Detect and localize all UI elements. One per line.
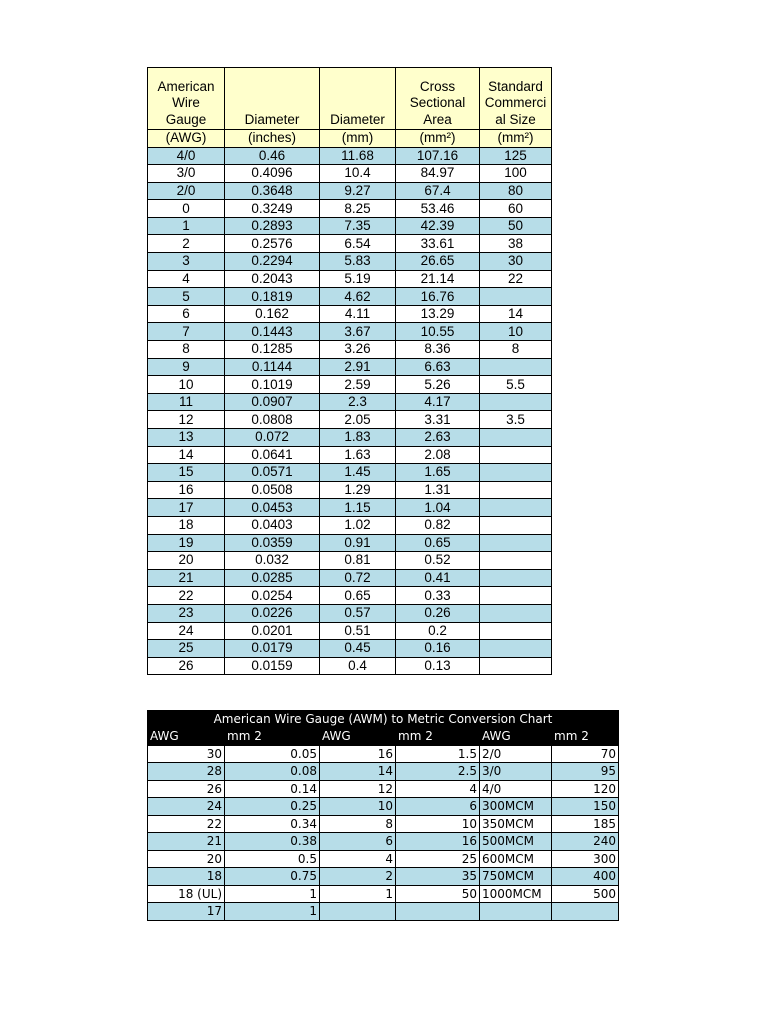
table-row: [148, 833, 619, 851]
table-row: [148, 253, 552, 271]
area-cell: 3.31: [396, 411, 480, 429]
metric-conversion-table: [147, 710, 619, 921]
metric-mm2-cell: 70: [552, 745, 619, 763]
awg-cell: 23: [148, 604, 225, 622]
unit-mm2-standard: (mm²): [480, 130, 552, 148]
unit-mm2-area: (mm²): [396, 130, 480, 148]
metric-awg-cell: 4: [320, 850, 396, 868]
metric-header: AWG: [148, 728, 225, 746]
metric-mm2-cell: 0.25: [225, 798, 320, 816]
area-cell: 0.13: [396, 657, 480, 675]
diameter-mm-cell: 3.67: [320, 323, 396, 341]
table-row: [148, 217, 552, 235]
standard-size-cell: 100: [480, 165, 552, 183]
diameter-inches-cell: 0.0571: [225, 464, 320, 482]
diameter-inches-cell: 0.032: [225, 552, 320, 570]
standard-size-cell: 80: [480, 182, 552, 200]
diameter-mm-cell: 0.65: [320, 587, 396, 605]
metric-awg-cell: 20: [148, 850, 225, 868]
awg-cell: 12: [148, 411, 225, 429]
awg-table-units-row: [148, 130, 552, 148]
table-row: [148, 552, 552, 570]
table-row: [148, 569, 552, 587]
standard-size-cell: [480, 622, 552, 640]
area-cell: 0.16: [396, 640, 480, 658]
metric-header: mm 2: [552, 728, 619, 746]
metric-mm2-cell: 50: [396, 885, 480, 903]
metric-header: mm 2: [225, 728, 320, 746]
diameter-inches-cell: 0.3249: [225, 200, 320, 218]
metric-awg-cell: 8: [320, 815, 396, 833]
metric-mm2-cell: 0.38: [225, 833, 320, 851]
unit-awg: (AWG): [148, 130, 225, 148]
diameter-inches-cell: 0.0159: [225, 657, 320, 675]
table-row: [148, 850, 619, 868]
standard-size-cell: 5.5: [480, 376, 552, 394]
table-row: [148, 165, 552, 183]
metric-mm2-cell: 0.08: [225, 763, 320, 781]
standard-size-cell: [480, 429, 552, 447]
diameter-mm-cell: 0.4: [320, 657, 396, 675]
area-cell: 10.55: [396, 323, 480, 341]
metric-awg-cell: 4/0: [480, 780, 552, 798]
table-row: [148, 780, 619, 798]
standard-size-cell: [480, 358, 552, 376]
metric-mm2-cell: 500: [552, 885, 619, 903]
standard-size-cell: [480, 516, 552, 534]
diameter-mm-cell: 5.83: [320, 253, 396, 271]
diameter-mm-cell: 9.27: [320, 182, 396, 200]
metric-awg-cell: 21: [148, 833, 225, 851]
header-cross-sectional-area: Cross Sectional Area: [396, 68, 480, 130]
diameter-mm-cell: 1.63: [320, 446, 396, 464]
awg-cell: 2/0: [148, 182, 225, 200]
header-awg: American Wire Gauge: [148, 68, 225, 130]
diameter-mm-cell: 2.91: [320, 358, 396, 376]
diameter-mm-cell: 4.62: [320, 288, 396, 306]
metric-awg-cell: 10: [320, 798, 396, 816]
table-row: [148, 604, 552, 622]
diameter-inches-cell: 0.2893: [225, 217, 320, 235]
diameter-inches-cell: 0.0359: [225, 534, 320, 552]
diameter-mm-cell: 1.45: [320, 464, 396, 482]
metric-mm2-cell: 2.5: [396, 763, 480, 781]
table-row: [148, 323, 552, 341]
area-cell: 8.36: [396, 341, 480, 359]
metric-mm2-cell: 185: [552, 815, 619, 833]
diameter-inches-cell: 0.0285: [225, 569, 320, 587]
diameter-mm-cell: 11.68: [320, 147, 396, 165]
area-cell: 1.65: [396, 464, 480, 482]
area-cell: 1.04: [396, 499, 480, 517]
area-cell: 26.65: [396, 253, 480, 271]
table-row: [148, 885, 619, 903]
standard-size-cell: 30: [480, 253, 552, 271]
metric-mm2-cell: 95: [552, 763, 619, 781]
table-row: [148, 499, 552, 517]
table-row: [148, 270, 552, 288]
table-row: [148, 235, 552, 253]
metric-awg-cell: 1000MCM: [480, 885, 552, 903]
metric-mm2-cell: 1: [225, 885, 320, 903]
awg-cell: 7: [148, 323, 225, 341]
awg-cell: 6: [148, 305, 225, 323]
metric-table-title: American Wire Gauge (AWM) to Metric Conversion Chart: [148, 711, 619, 728]
awg-cell: 14: [148, 446, 225, 464]
metric-mm2-cell: 0.5: [225, 850, 320, 868]
diameter-inches-cell: 0.1285: [225, 341, 320, 359]
diameter-inches-cell: 0.3648: [225, 182, 320, 200]
standard-size-cell: 22: [480, 270, 552, 288]
area-cell: 0.2: [396, 622, 480, 640]
awg-cell: 3/0: [148, 165, 225, 183]
diameter-mm-cell: 2.59: [320, 376, 396, 394]
area-cell: 0.33: [396, 587, 480, 605]
metric-mm2-cell: 1.5: [396, 745, 480, 763]
diameter-inches-cell: 0.46: [225, 147, 320, 165]
area-cell: 33.61: [396, 235, 480, 253]
header-diameter-inches: Diameter: [225, 68, 320, 130]
diameter-mm-cell: 4.11: [320, 305, 396, 323]
metric-mm2-cell: 300: [552, 850, 619, 868]
awg-cell: 3: [148, 253, 225, 271]
standard-size-cell: [480, 446, 552, 464]
metric-mm2-cell: 35: [396, 868, 480, 886]
metric-awg-cell: 24: [148, 798, 225, 816]
area-cell: 107.16: [396, 147, 480, 165]
diameter-inches-cell: 0.0508: [225, 481, 320, 499]
diameter-mm-cell: 0.91: [320, 534, 396, 552]
metric-mm2-cell: 0.14: [225, 780, 320, 798]
diameter-inches-cell: 0.0179: [225, 640, 320, 658]
table-row: [148, 481, 552, 499]
diameter-mm-cell: 0.45: [320, 640, 396, 658]
unit-mm: (mm): [320, 130, 396, 148]
metric-awg-cell: 26: [148, 780, 225, 798]
diameter-mm-cell: 7.35: [320, 217, 396, 235]
area-cell: 1.31: [396, 481, 480, 499]
awg-cell: 17: [148, 499, 225, 517]
standard-size-cell: [480, 481, 552, 499]
table-row: [148, 745, 619, 763]
table-row: [148, 516, 552, 534]
metric-awg-cell: 30: [148, 745, 225, 763]
diameter-inches-cell: 0.0453: [225, 499, 320, 517]
diameter-mm-cell: 6.54: [320, 235, 396, 253]
standard-size-cell: 50: [480, 217, 552, 235]
diameter-inches-cell: 0.2294: [225, 253, 320, 271]
table-row: [148, 868, 619, 886]
metric-awg-cell: 16: [320, 745, 396, 763]
metric-awg-cell: 17: [148, 903, 225, 921]
area-cell: 42.39: [396, 217, 480, 235]
awg-cell: 20: [148, 552, 225, 570]
diameter-inches-cell: 0.072: [225, 429, 320, 447]
awg-cell: 21: [148, 569, 225, 587]
diameter-mm-cell: 2.3: [320, 393, 396, 411]
diameter-mm-cell: 0.57: [320, 604, 396, 622]
header-diameter-mm: Diameter: [320, 68, 396, 130]
awg-cell: 24: [148, 622, 225, 640]
metric-mm2-cell: 150: [552, 798, 619, 816]
awg-cell: 10: [148, 376, 225, 394]
diameter-inches-cell: 0.0254: [225, 587, 320, 605]
table-row: [148, 815, 619, 833]
area-cell: 16.76: [396, 288, 480, 306]
metric-awg-cell: 300MCM: [480, 798, 552, 816]
awg-cell: 18: [148, 516, 225, 534]
metric-mm2-cell: 0.05: [225, 745, 320, 763]
table-row: [148, 657, 552, 675]
metric-header: mm 2: [396, 728, 480, 746]
area-cell: 84.97: [396, 165, 480, 183]
table-row: [148, 903, 619, 921]
metric-mm2-cell: 1: [225, 903, 320, 921]
metric-awg-cell: 14: [320, 763, 396, 781]
area-cell: 0.52: [396, 552, 480, 570]
diameter-inches-cell: 0.1443: [225, 323, 320, 341]
standard-size-cell: [480, 569, 552, 587]
metric-mm2-cell: 6: [396, 798, 480, 816]
table-row: [148, 622, 552, 640]
table-row: [148, 587, 552, 605]
standard-size-cell: [480, 288, 552, 306]
diameter-inches-cell: 0.162: [225, 305, 320, 323]
area-cell: 0.65: [396, 534, 480, 552]
metric-mm2-cell: 0.34: [225, 815, 320, 833]
diameter-mm-cell: 0.72: [320, 569, 396, 587]
area-cell: 5.26: [396, 376, 480, 394]
diameter-inches-cell: 0.2043: [225, 270, 320, 288]
awg-table-body: [148, 147, 552, 675]
table-row: [148, 358, 552, 376]
metric-awg-cell: 2: [320, 868, 396, 886]
awg-cell: 5: [148, 288, 225, 306]
awg-table-header-row: [148, 68, 552, 130]
metric-mm2-cell: 400: [552, 868, 619, 886]
table-row: [148, 288, 552, 306]
awg-cell: 9: [148, 358, 225, 376]
standard-size-cell: 14: [480, 305, 552, 323]
diameter-mm-cell: 5.19: [320, 270, 396, 288]
awg-cell: 4: [148, 270, 225, 288]
area-cell: 67.4: [396, 182, 480, 200]
diameter-inches-cell: 0.0403: [225, 516, 320, 534]
metric-awg-cell: [480, 903, 552, 921]
area-cell: 0.26: [396, 604, 480, 622]
header-standard-size: Standard Commerci al Size: [480, 68, 552, 130]
standard-size-cell: [480, 604, 552, 622]
metric-awg-cell: 12: [320, 780, 396, 798]
metric-header: AWG: [480, 728, 552, 746]
metric-awg-cell: 28: [148, 763, 225, 781]
diameter-inches-cell: 0.1819: [225, 288, 320, 306]
awg-cell: 4/0: [148, 147, 225, 165]
metric-mm2-cell: 120: [552, 780, 619, 798]
table-row: [148, 376, 552, 394]
table-row: [148, 763, 619, 781]
area-cell: 2.63: [396, 429, 480, 447]
metric-mm2-cell: 0.75: [225, 868, 320, 886]
diameter-mm-cell: 1.02: [320, 516, 396, 534]
table-row: [148, 446, 552, 464]
awg-gauge-table: [147, 67, 552, 675]
metric-table-body: [148, 745, 619, 920]
metric-mm2-cell: 4: [396, 780, 480, 798]
table-row: [148, 305, 552, 323]
awg-cell: 22: [148, 587, 225, 605]
table-row: [148, 464, 552, 482]
diameter-mm-cell: 1.29: [320, 481, 396, 499]
diameter-inches-cell: 0.0201: [225, 622, 320, 640]
table-row: [148, 798, 619, 816]
diameter-mm-cell: 3.26: [320, 341, 396, 359]
area-cell: 53.46: [396, 200, 480, 218]
table-row: [148, 534, 552, 552]
metric-table-header-row: [148, 728, 619, 746]
table-row: [148, 429, 552, 447]
awg-cell: 0: [148, 200, 225, 218]
table-row: [148, 182, 552, 200]
standard-size-cell: 8: [480, 341, 552, 359]
diameter-mm-cell: 1.83: [320, 429, 396, 447]
area-cell: 2.08: [396, 446, 480, 464]
metric-mm2-cell: 240: [552, 833, 619, 851]
table-row: [148, 147, 552, 165]
diameter-mm-cell: 10.4: [320, 165, 396, 183]
unit-inches: (inches): [225, 130, 320, 148]
metric-awg-cell: 750MCM: [480, 868, 552, 886]
metric-awg-cell: 350MCM: [480, 815, 552, 833]
standard-size-cell: 10: [480, 323, 552, 341]
metric-awg-cell: 6: [320, 833, 396, 851]
awg-cell: 19: [148, 534, 225, 552]
standard-size-cell: 60: [480, 200, 552, 218]
diameter-inches-cell: 0.0641: [225, 446, 320, 464]
metric-awg-cell: 500MCM: [480, 833, 552, 851]
awg-cell: 26: [148, 657, 225, 675]
awg-cell: 2: [148, 235, 225, 253]
metric-mm2-cell: [396, 903, 480, 921]
awg-cell: 8: [148, 341, 225, 359]
metric-awg-cell: 2/0: [480, 745, 552, 763]
diameter-mm-cell: 2.05: [320, 411, 396, 429]
area-cell: 0.41: [396, 569, 480, 587]
awg-cell: 13: [148, 429, 225, 447]
standard-size-cell: [480, 587, 552, 605]
area-cell: 4.17: [396, 393, 480, 411]
metric-mm2-cell: 16: [396, 833, 480, 851]
diameter-inches-cell: 0.0907: [225, 393, 320, 411]
awg-cell: 1: [148, 217, 225, 235]
metric-awg-cell: 22: [148, 815, 225, 833]
standard-size-cell: [480, 657, 552, 675]
table-row: [148, 640, 552, 658]
awg-cell: 16: [148, 481, 225, 499]
awg-cell: 11: [148, 393, 225, 411]
metric-awg-cell: 3/0: [480, 763, 552, 781]
diameter-inches-cell: 0.2576: [225, 235, 320, 253]
metric-header: AWG: [320, 728, 396, 746]
area-cell: 6.63: [396, 358, 480, 376]
awg-cell: 15: [148, 464, 225, 482]
metric-mm2-cell: 25: [396, 850, 480, 868]
diameter-inches-cell: 0.1144: [225, 358, 320, 376]
metric-awg-cell: [320, 903, 396, 921]
table-row: [148, 411, 552, 429]
metric-awg-cell: 18 (UL): [148, 885, 225, 903]
area-cell: 13.29: [396, 305, 480, 323]
metric-awg-cell: 600MCM: [480, 850, 552, 868]
diameter-inches-cell: 0.4096: [225, 165, 320, 183]
standard-size-cell: 125: [480, 147, 552, 165]
standard-size-cell: [480, 640, 552, 658]
diameter-mm-cell: 1.15: [320, 499, 396, 517]
area-cell: 0.82: [396, 516, 480, 534]
standard-size-cell: [480, 534, 552, 552]
area-cell: 21.14: [396, 270, 480, 288]
diameter-inches-cell: 0.0808: [225, 411, 320, 429]
standard-size-cell: [480, 552, 552, 570]
diameter-mm-cell: 8.25: [320, 200, 396, 218]
table-row: [148, 341, 552, 359]
diameter-mm-cell: 0.81: [320, 552, 396, 570]
standard-size-cell: 3.5: [480, 411, 552, 429]
metric-awg-cell: 18: [148, 868, 225, 886]
standard-size-cell: [480, 464, 552, 482]
table-row: [148, 200, 552, 218]
standard-size-cell: [480, 499, 552, 517]
diameter-inches-cell: 0.1019: [225, 376, 320, 394]
metric-mm2-cell: 10: [396, 815, 480, 833]
awg-cell: 25: [148, 640, 225, 658]
standard-size-cell: [480, 393, 552, 411]
metric-mm2-cell: [552, 903, 619, 921]
metric-awg-cell: 1: [320, 885, 396, 903]
standard-size-cell: 38: [480, 235, 552, 253]
table-row: [148, 393, 552, 411]
diameter-mm-cell: 0.51: [320, 622, 396, 640]
diameter-inches-cell: 0.0226: [225, 604, 320, 622]
